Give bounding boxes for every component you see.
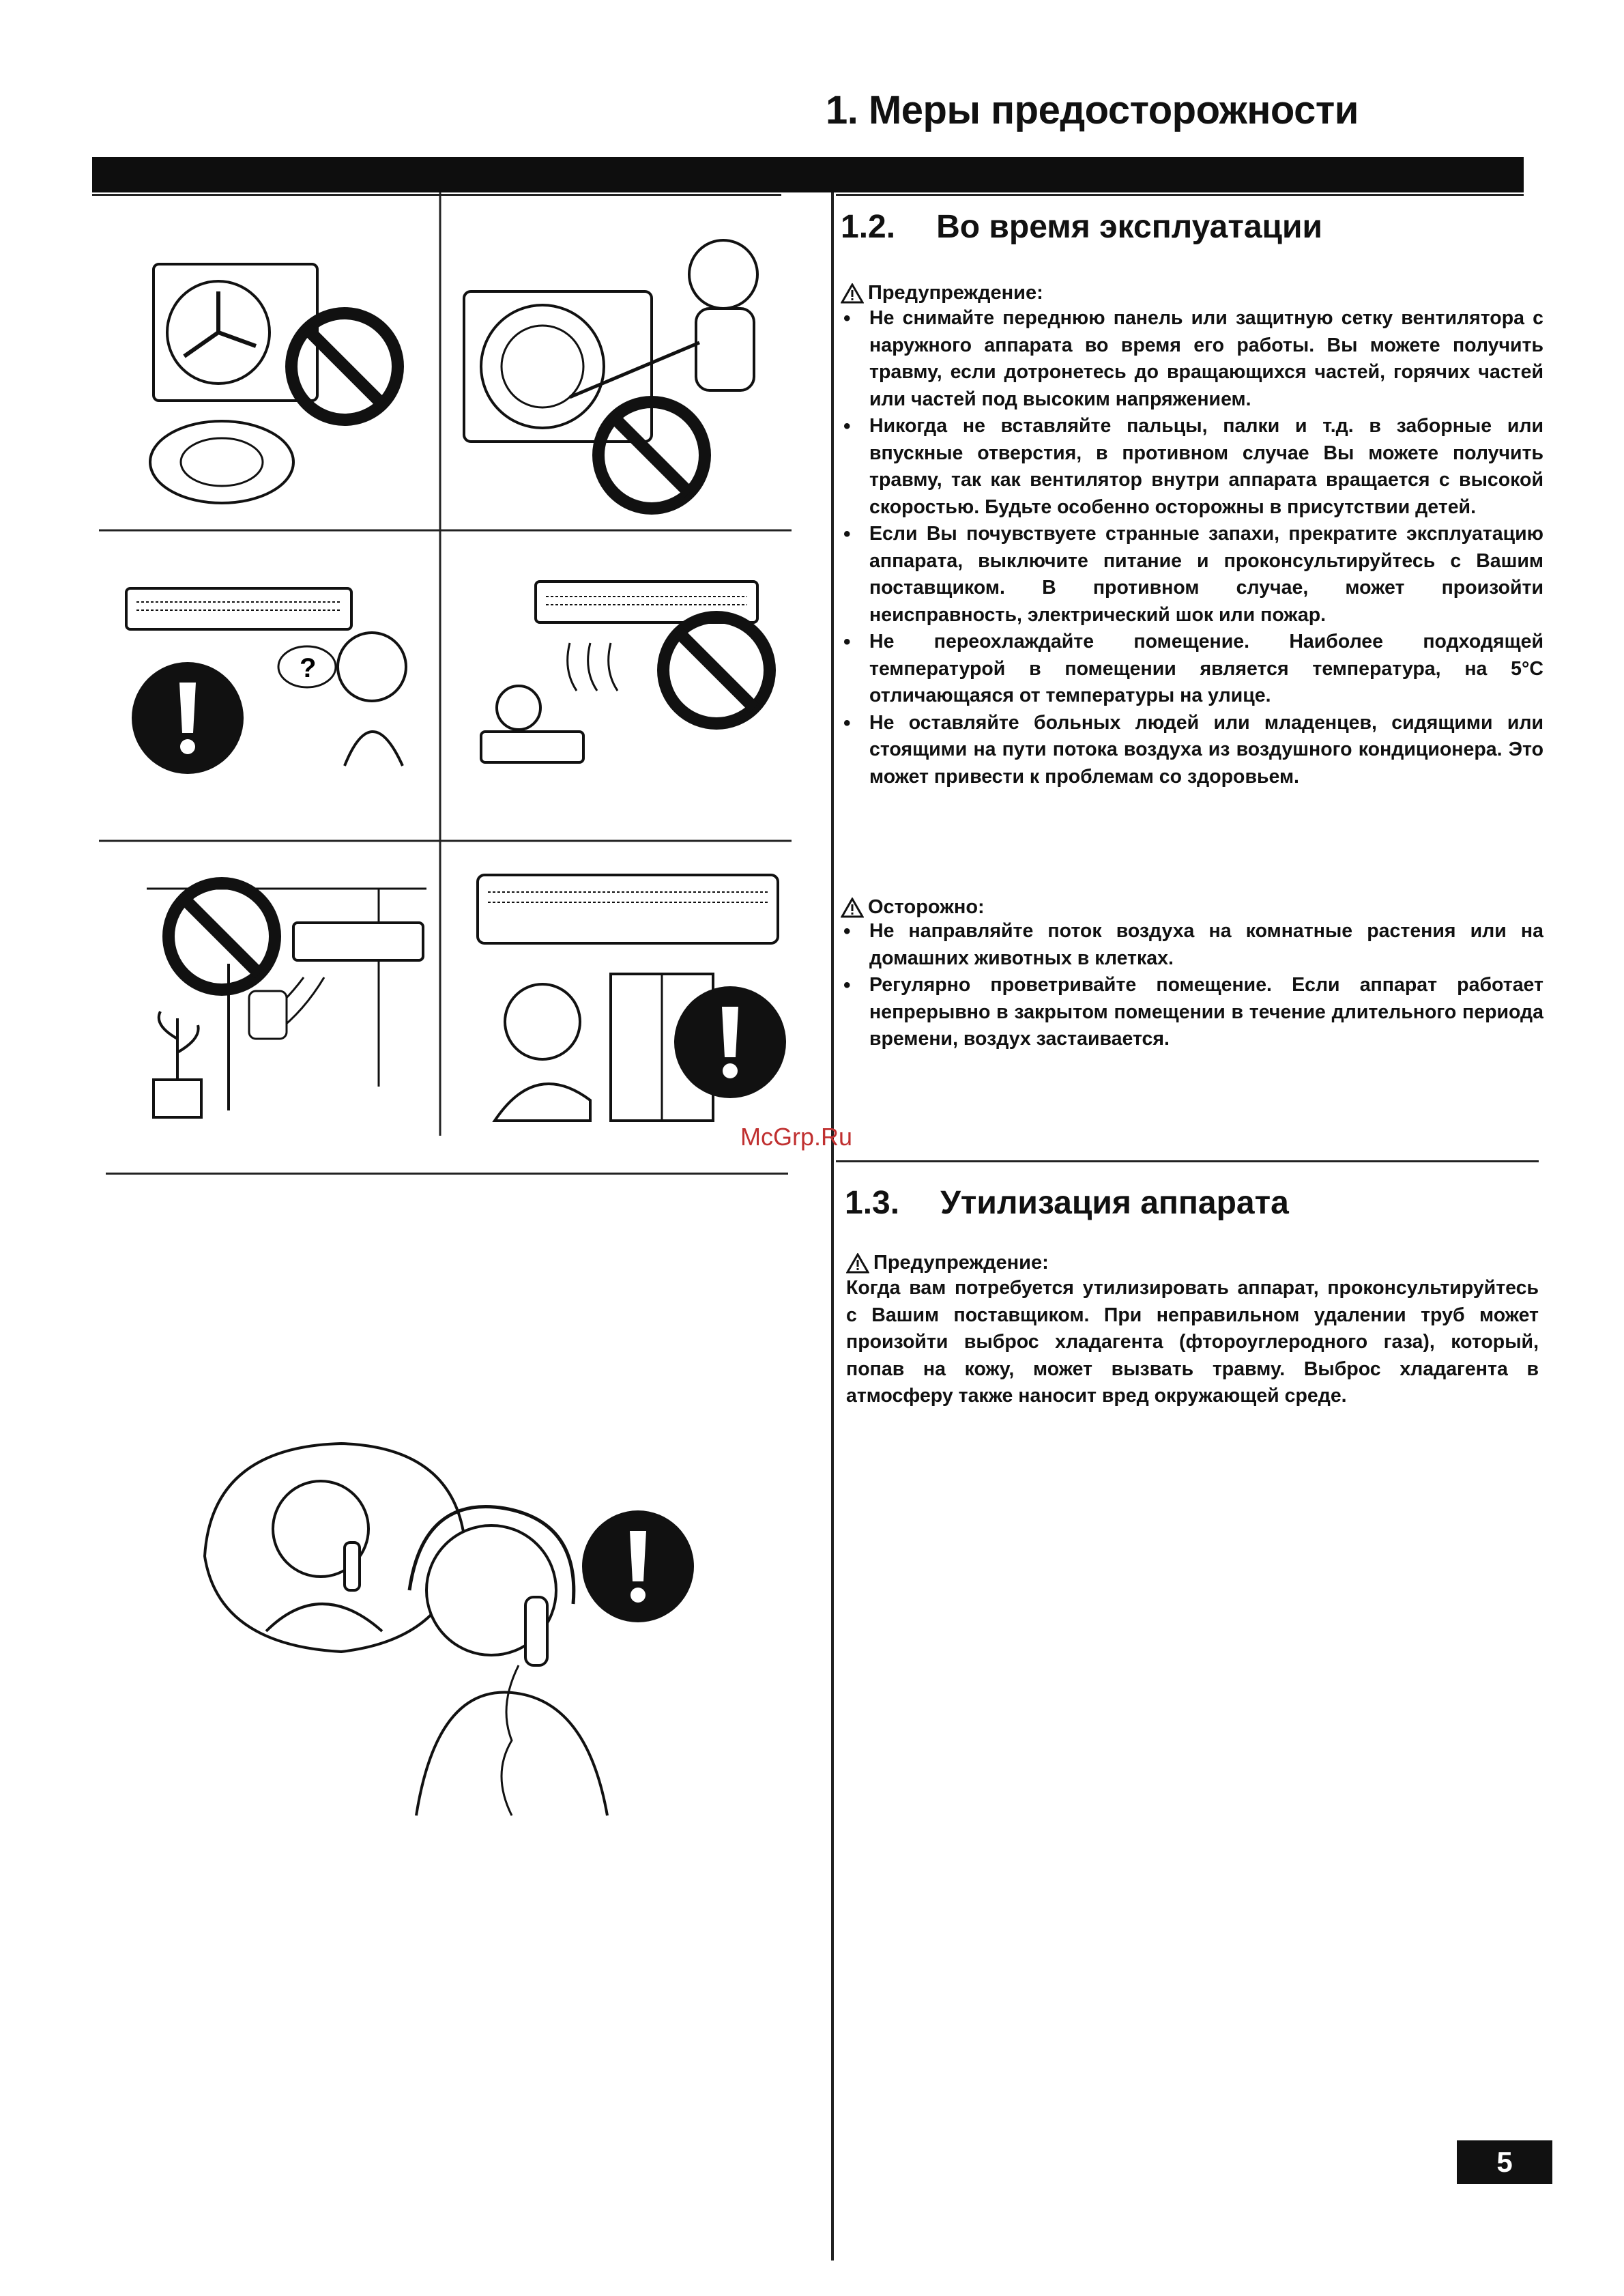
watermark: McGrp.Ru (740, 1123, 853, 1151)
page-number: 5 (1457, 2140, 1552, 2184)
column-divider (831, 192, 834, 2261)
right-top-rule (836, 194, 1524, 196)
fig4-baby-under-airflow (481, 582, 770, 762)
caution-item-2: • Регулярно проветривайте помещение. Если аппарат работает непрерывно в закрытом помещении в течение длительного периода времени, воздух застаивается. (841, 972, 1543, 1053)
fig3-strange-odor (126, 588, 406, 774)
fig6-ventilation (478, 875, 786, 1121)
illustrations-grid (99, 192, 792, 1136)
section-1-2-warning-label (841, 282, 1043, 304)
section-1-2-title: Во время эксплуатации (936, 209, 1323, 245)
warning-triangle-icon (841, 283, 864, 304)
warning-item-3: • Если Вы почувствуете странные запахи, прекратите эксплуатацию аппарата, выключите питание и проконсультируйтесь с Вашим поставщиком. В противном случае, может произойти неисправность, электрический шок или пожар. (841, 521, 1543, 629)
warning-triangle-icon (846, 1253, 869, 1274)
fig2-child-with-stick (464, 240, 757, 508)
warning-item-2: • Никогда не вставляйте пальцы, палки и т.д. в заборные или впускные отверстия, в противном случае Вы можете получить травму, так как вентилятор внутри аппарата вращается с высокой скоростью. Будьте особенно осторожны в присутствии детей. (841, 413, 1543, 521)
section-1-2-caution-label (841, 896, 985, 919)
section-1-3-number: 1.3. (845, 1185, 900, 1221)
caution-item-1: • Не направляйте поток воздуха на комнатные растения или на домашних животных в клетках. (841, 918, 1543, 972)
caution-triangle-icon (841, 898, 864, 918)
fig1-outdoor-unit (150, 264, 398, 503)
svg-text:?: ? (300, 653, 317, 683)
section-1-3-title: Утилизация аппарата (940, 1185, 1289, 1221)
warning-label-text: Предупреждение: (873, 1252, 1049, 1274)
section-1-2-warnings-list (841, 305, 1543, 790)
caution-label-text: Осторожно: (868, 896, 985, 918)
warning-item-1: • Не снимайте переднюю панель или защитную сетку вентилятора с наружного аппарата во время его работы. Вы можете получить травму, если дотронетесь до вращающихся частей, горячих частей или частей под высоким напряжением. (841, 305, 1543, 413)
illustrations-svg (99, 192, 792, 1136)
page-title: 1. Меры предосторожности (826, 88, 1359, 132)
section-1-3-warning-label (846, 1252, 1049, 1274)
left-middle-rule (106, 1173, 788, 1175)
warning-item-4: • Не переохлаждайте помещение. Наиболее подходящей температурой в помещении является температура, на 5°C отличающаяся от температуры на улице. (841, 629, 1543, 710)
fig5-plants-and-birdcage (147, 883, 426, 1117)
title-bar (92, 157, 1524, 192)
warning-item-5: • Не оставляйте больных людей или младенцев, сидящими или стоящими на пути потока воздуха из воздушного кондиционера. Это может привести к проблемам со здоровьем. (841, 710, 1543, 791)
section-1-3-heading (845, 1184, 1289, 1222)
section-1-2-cautions-list (841, 918, 1543, 1053)
fig7-svg (191, 1433, 710, 1829)
section-1-2-heading (841, 208, 1322, 246)
section-1-2-number: 1.2. (841, 209, 896, 245)
fig7-call-dealer (191, 1433, 710, 1829)
right-middle-rule (836, 1160, 1539, 1162)
warning-label-text: Предупреждение: (868, 282, 1043, 304)
section-1-3-text: Когда вам потребуется утилизировать аппарат, проконсультируйтесь с Вашим поставщиком. При неправильном удалении труб может произойти выброс хладагента (фтороуглеродного газа), который, попав на кожу, может вызвать травму. Выброс хладагента в атмосферу также наносит вред окружающей среде. (846, 1277, 1539, 1407)
